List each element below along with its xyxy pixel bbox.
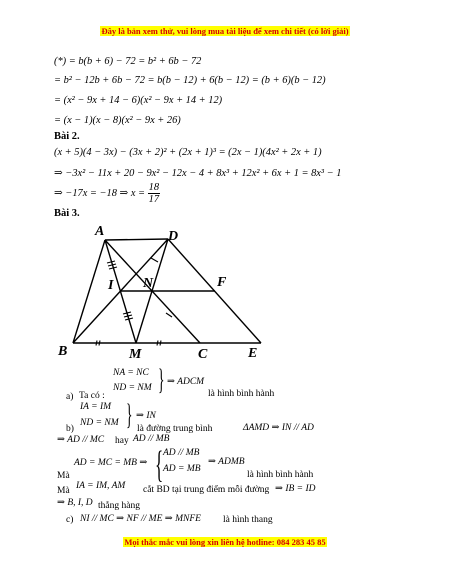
part-b-conclusion-1: là đường trung bình (137, 424, 213, 434)
part-c-text: cắt BD tại trung điểm mỗi đường (143, 485, 270, 495)
part-a-label: a) (66, 392, 74, 402)
part-a-conclusion: là hình bình hành (208, 389, 275, 399)
equation-line-4: = (x − 1)(x − 8)(x² − 9x + 26) (54, 115, 181, 126)
part-c-final-expr: NI // MC ⇒ NF // ME ⇒ MNFE (80, 514, 201, 524)
hotline-banner: Mọi thắc mắc vui lòng xin liên hệ hotline: 084 283 45 85 (124, 537, 326, 547)
label-M: M (129, 347, 142, 362)
equation-line-3: = (x² − 9x + 14 − 6)(x² − 9x + 14 + 12) (54, 95, 223, 106)
part-b-eq2: ND = NM (80, 418, 119, 428)
label-N: N (143, 276, 154, 291)
part-c-impl: ⇒ IB = ID (275, 484, 316, 494)
label-B: B (58, 344, 68, 359)
preview-banner: Đây là bản xem thử, vui lòng mua tài liệu để xem chi tiết (có lời giải) (101, 26, 349, 36)
part-b-implies: ⇒ IN (136, 411, 156, 421)
part-c-ma-2: Mà (57, 486, 70, 496)
equation-line-1: (*) = b(b + 6) − 72 = b² + 6b − 72 (54, 56, 202, 67)
label-E: E (248, 346, 258, 361)
part-c-expr: IA = IM, AM (76, 481, 126, 491)
part-c-collinear-text: thẳng hàng (98, 501, 140, 511)
part-b-line2b: hay (115, 436, 129, 446)
label-I: I (108, 278, 114, 293)
part-a-implies: ⇒ ADCM (167, 377, 205, 387)
part-c-brace2: AD = MB (163, 464, 201, 474)
part-b-conclusion-2: ΔAMD ⇒ IN // AD (243, 423, 314, 433)
part-a-eq2: ND = NM (113, 383, 152, 393)
part-c-conclusion: là hình bình hành (247, 470, 314, 480)
equation-line-5: (x + 5)(4 − 3x) − (3x + 2)² + (2x + 1)³ = (2x − 1)(4x² + 2x + 1) (54, 147, 322, 158)
label-F: F (217, 275, 227, 290)
part-a-eq1: NA = NC (113, 368, 149, 378)
fraction: $\frac{18}{17}$ (148, 182, 160, 205)
equation-line-2: = b² − 12b + 6b − 72 = b(b − 12) + 6(b − 12) = (b + 6)(b − 12) (54, 75, 326, 86)
part-b-eq1: IA = IM (80, 402, 112, 412)
equation-line-6: ⇒ −3x² − 11x + 20 − 9x² − 12x − 4 + 8x³ + 12x² + 6x + 1 = 8x³ − 1 (54, 168, 342, 179)
part-b-label: b) (66, 424, 74, 434)
part-b-line2a: ⇒ AD // MC (57, 435, 105, 445)
label-D: D (168, 229, 179, 244)
part-c-collinear-pre: ⇒ B, I, D (57, 498, 93, 508)
part-b-line2c: AD // MB (133, 434, 170, 444)
equation-line-7: ⇒ −17x = −18 ⇒ x = $\frac{18}{17}$ (54, 182, 160, 205)
part-c-label: c) (66, 515, 74, 525)
label-A: A (95, 224, 105, 239)
exercise-3-heading: Bài 3. (54, 208, 80, 219)
part-c-final-conclusion: là hình thang (223, 515, 273, 525)
label-C: C (198, 347, 208, 362)
part-c-implies: ⇒ ADMB (208, 457, 245, 467)
brace: { (155, 444, 164, 486)
part-a-intro: Ta có : (79, 391, 105, 401)
exercise-2-heading: Bài 2. (54, 131, 80, 142)
part-c-ma-1: Mà (57, 471, 70, 481)
part-c-eq: AD = MC = MB ⇒ (74, 458, 148, 468)
brace: } (157, 363, 165, 396)
brace: } (125, 398, 133, 431)
part-c-brace1: AD // MB (163, 448, 200, 458)
